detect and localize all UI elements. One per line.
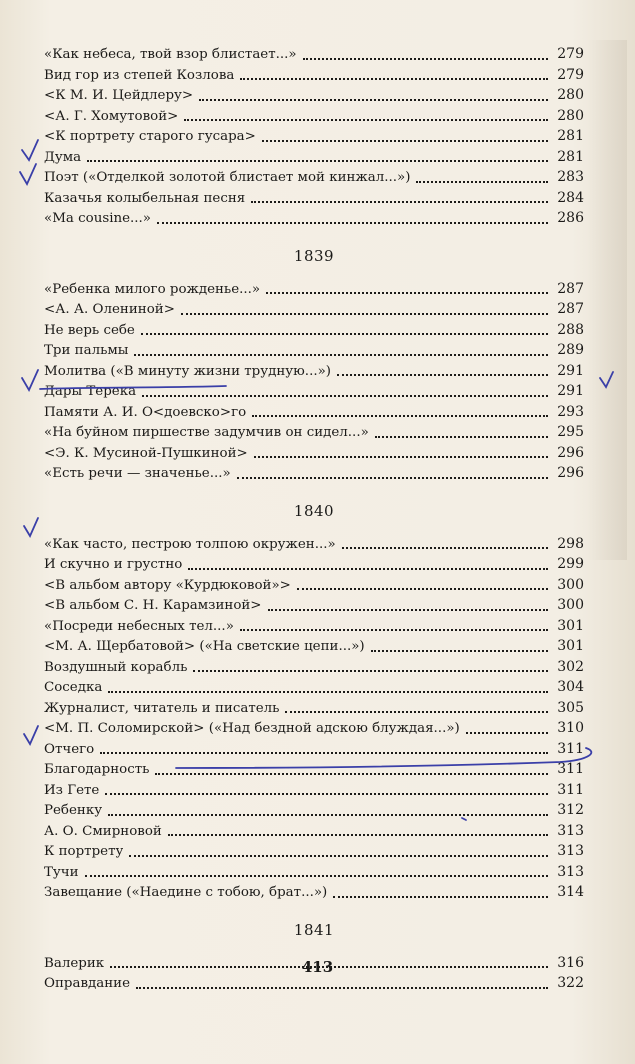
entry-page: 295 xyxy=(557,424,584,440)
toc-entry xyxy=(44,718,584,739)
toc-entry xyxy=(44,595,584,616)
entry-title: А. О. Смирновой xyxy=(44,823,162,839)
entry-page: 281 xyxy=(557,128,584,144)
toc-entry xyxy=(44,554,584,575)
entry-title: Соседка xyxy=(44,680,103,695)
entry-title: Ребенку xyxy=(44,803,103,818)
entry-title: Воздушный корабль xyxy=(44,659,188,675)
dot-leader xyxy=(199,90,548,101)
toc-entry xyxy=(44,862,584,883)
entry-title: Из Гете xyxy=(44,782,100,798)
toc-entry xyxy=(44,85,584,106)
toc-entry xyxy=(44,65,584,86)
entry-title: <К портрету старого гусара> xyxy=(44,129,256,144)
entry-title: И скучно и грустно xyxy=(44,557,183,572)
dot-leader xyxy=(297,579,548,590)
toc-entry xyxy=(44,973,584,994)
entry-title: «Есть речи — значенье...» xyxy=(44,466,231,481)
entry-page: 288 xyxy=(557,321,584,338)
dot-leader xyxy=(337,365,548,376)
entry-page: 291 xyxy=(557,362,584,379)
dot-leader xyxy=(141,324,548,335)
entry-title: Дары Терека xyxy=(44,384,137,399)
entry-title: «Посреди небесных тел...» xyxy=(44,618,234,634)
toc-entry xyxy=(44,780,584,801)
entry-page: 281 xyxy=(557,148,584,165)
toc-section xyxy=(44,44,584,229)
dot-leader xyxy=(262,131,548,142)
entry-page: 287 xyxy=(557,280,584,297)
entry-page: 286 xyxy=(557,210,584,226)
entry-title: Благодарность xyxy=(44,762,150,777)
bleed-through-shadow xyxy=(587,40,627,560)
table-of-contents xyxy=(44,44,584,994)
entry-title: Вид гор из степей Козлова xyxy=(44,67,235,83)
entry-page: 279 xyxy=(557,66,584,83)
toc-section xyxy=(44,921,584,994)
entry-page: 296 xyxy=(557,444,584,461)
dot-leader xyxy=(237,468,548,479)
entry-page: 313 xyxy=(557,822,584,839)
entry-title: Молитва («В минуту жизни трудную...») xyxy=(44,363,331,379)
entry-title: «Ma cousine...» xyxy=(44,211,151,226)
entry-page: 300 xyxy=(557,597,584,613)
toc-entry xyxy=(44,800,584,821)
entry-title: <В альбом С. Н. Карамзиной> xyxy=(44,598,262,613)
toc-entry xyxy=(44,44,584,65)
dot-leader xyxy=(129,846,548,857)
dot-leader xyxy=(136,978,548,989)
entry-title: «Как часто, пестрою толпою окружен...» xyxy=(44,536,336,552)
entry-page: 305 xyxy=(557,699,584,716)
entry-title: Три пальмы xyxy=(44,343,129,358)
year-heading: 1839 xyxy=(293,246,335,265)
dot-leader xyxy=(85,866,548,877)
entry-title: Дума xyxy=(44,149,82,165)
dot-leader xyxy=(142,386,548,397)
entry-page: 291 xyxy=(557,383,584,399)
toc-entry xyxy=(44,821,584,842)
year-heading: 1840 xyxy=(293,501,335,520)
entry-title: Казачья колыбельная песня xyxy=(44,190,246,206)
checkmark-icon xyxy=(22,370,38,390)
entry-page: 300 xyxy=(557,576,584,593)
dot-leader xyxy=(466,723,548,734)
entry-title: «Ребенка милого рожденье...» xyxy=(44,281,261,297)
entry-title: «На буйном пиршестве задумчив он сидел...» xyxy=(44,425,369,440)
toc-entry xyxy=(44,443,584,464)
checkmark-icon xyxy=(24,726,38,744)
toc-entry xyxy=(44,126,584,147)
entry-page: 279 xyxy=(557,46,584,62)
toc-entry xyxy=(44,320,584,341)
entry-page: 311 xyxy=(557,761,584,777)
toc-entry xyxy=(44,188,584,209)
dot-leader xyxy=(252,406,548,417)
entry-title: <М. П. Соломирской> («Над бездной адскою блуждая...») xyxy=(44,721,460,736)
entry-page: 304 xyxy=(557,679,584,695)
dot-leader xyxy=(342,538,548,549)
toc-entry xyxy=(44,534,584,555)
toc-entry xyxy=(44,340,584,361)
entry-title: <А. Г. Хомутовой> xyxy=(44,108,179,124)
entry-page: 298 xyxy=(557,535,584,552)
dot-leader xyxy=(416,172,548,183)
entry-page: 280 xyxy=(557,87,584,103)
entry-page: 283 xyxy=(557,169,584,185)
toc-entry xyxy=(44,677,584,698)
toc-entry xyxy=(44,616,584,637)
entry-title: <В альбом автору «Курдюковой»> xyxy=(44,577,291,593)
toc-entry xyxy=(44,739,584,760)
entry-page: 289 xyxy=(557,342,584,358)
entry-title: <М. А. Щербатовой> («На светские цепи...») xyxy=(44,639,365,654)
entry-page: 310 xyxy=(557,720,584,736)
dot-leader xyxy=(108,805,548,816)
entry-title: Поэт («Отделкой золотой блистает мой кинжал...») xyxy=(44,170,411,185)
toc-entry xyxy=(44,698,584,719)
dot-leader xyxy=(184,110,548,121)
entry-title: Журналист, читатель и писатель xyxy=(44,700,280,716)
entry-page: 311 xyxy=(557,781,584,798)
dot-leader xyxy=(240,620,548,631)
toc-entry xyxy=(44,657,584,678)
dot-leader xyxy=(168,825,548,836)
dot-leader xyxy=(333,887,548,898)
toc-entry xyxy=(44,882,584,903)
checkmark-icon xyxy=(22,140,38,160)
toc-entry xyxy=(44,402,584,423)
toc-entry xyxy=(44,381,584,402)
toc-entry xyxy=(44,299,584,320)
entry-title: Оправдание xyxy=(44,976,130,991)
entry-page: 313 xyxy=(557,843,584,859)
entry-page: 314 xyxy=(557,884,584,900)
entry-title: <Э. К. Мусиной-Пушкиной> xyxy=(44,445,248,461)
dot-leader xyxy=(371,641,548,652)
entry-page: 293 xyxy=(557,403,584,420)
entry-page: 301 xyxy=(557,617,584,634)
dot-leader xyxy=(375,427,548,438)
entry-page: 312 xyxy=(557,802,584,818)
toc-section xyxy=(44,247,584,484)
page-number: 413 xyxy=(301,958,334,976)
dot-leader xyxy=(251,192,548,203)
entry-page: 284 xyxy=(557,189,584,206)
dot-leader xyxy=(108,682,548,693)
dot-leader xyxy=(285,702,548,713)
toc-entry xyxy=(44,759,584,780)
toc-entry xyxy=(44,575,584,596)
dot-leader xyxy=(303,49,548,60)
entry-page: 280 xyxy=(557,107,584,124)
entry-page: 287 xyxy=(557,301,584,317)
entry-page: 313 xyxy=(557,863,584,880)
dot-leader xyxy=(157,213,548,224)
checkmark-icon xyxy=(20,164,36,184)
dot-leader xyxy=(240,69,548,80)
toc-entry xyxy=(44,361,584,382)
toc-entry xyxy=(44,279,584,300)
toc-entry xyxy=(44,147,584,168)
dot-leader xyxy=(155,764,548,775)
dot-leader xyxy=(87,151,548,162)
toc-entry xyxy=(44,841,584,862)
entry-title: <А. А. Олениной> xyxy=(44,302,175,317)
entry-page: 316 xyxy=(557,954,584,971)
entry-page: 311 xyxy=(557,740,584,757)
entry-title: Завещание («Наедине с тобою, брат...») xyxy=(44,885,328,900)
dot-leader xyxy=(105,784,548,795)
toc-entry xyxy=(44,208,584,229)
entry-page: 296 xyxy=(557,465,584,481)
toc-entry xyxy=(44,636,584,657)
entry-title: Тучи xyxy=(44,864,79,880)
entry-title: <К М. И. Цейдлеру> xyxy=(44,88,194,103)
dot-leader xyxy=(188,559,548,570)
year-heading: 1841 xyxy=(293,920,335,939)
dot-leader xyxy=(254,447,548,458)
toc-entry xyxy=(44,463,584,484)
entry-title: Валерик xyxy=(44,955,105,971)
dot-leader xyxy=(181,304,548,315)
dot-leader xyxy=(266,283,548,294)
checkmark-icon xyxy=(24,518,38,536)
entry-title: Отчего xyxy=(44,741,95,757)
toc-section xyxy=(44,502,584,903)
toc-entry xyxy=(44,106,584,127)
entry-title: Памяти А. И. О<доевско>го xyxy=(44,404,247,420)
entry-page: 299 xyxy=(557,556,584,572)
dot-leader xyxy=(193,661,548,672)
toc-entry xyxy=(44,167,584,188)
toc-entry xyxy=(44,422,584,443)
entry-title: К портрету xyxy=(44,844,124,859)
entry-page: 302 xyxy=(557,658,584,675)
dot-leader xyxy=(100,743,548,754)
entry-page: 301 xyxy=(557,638,584,654)
entry-title: «Как небеса, твой взор блистает...» xyxy=(44,47,297,62)
dot-leader xyxy=(134,345,548,356)
entry-title: Не верь себе xyxy=(44,322,135,338)
dot-leader xyxy=(268,600,548,611)
entry-page: 322 xyxy=(557,975,584,991)
